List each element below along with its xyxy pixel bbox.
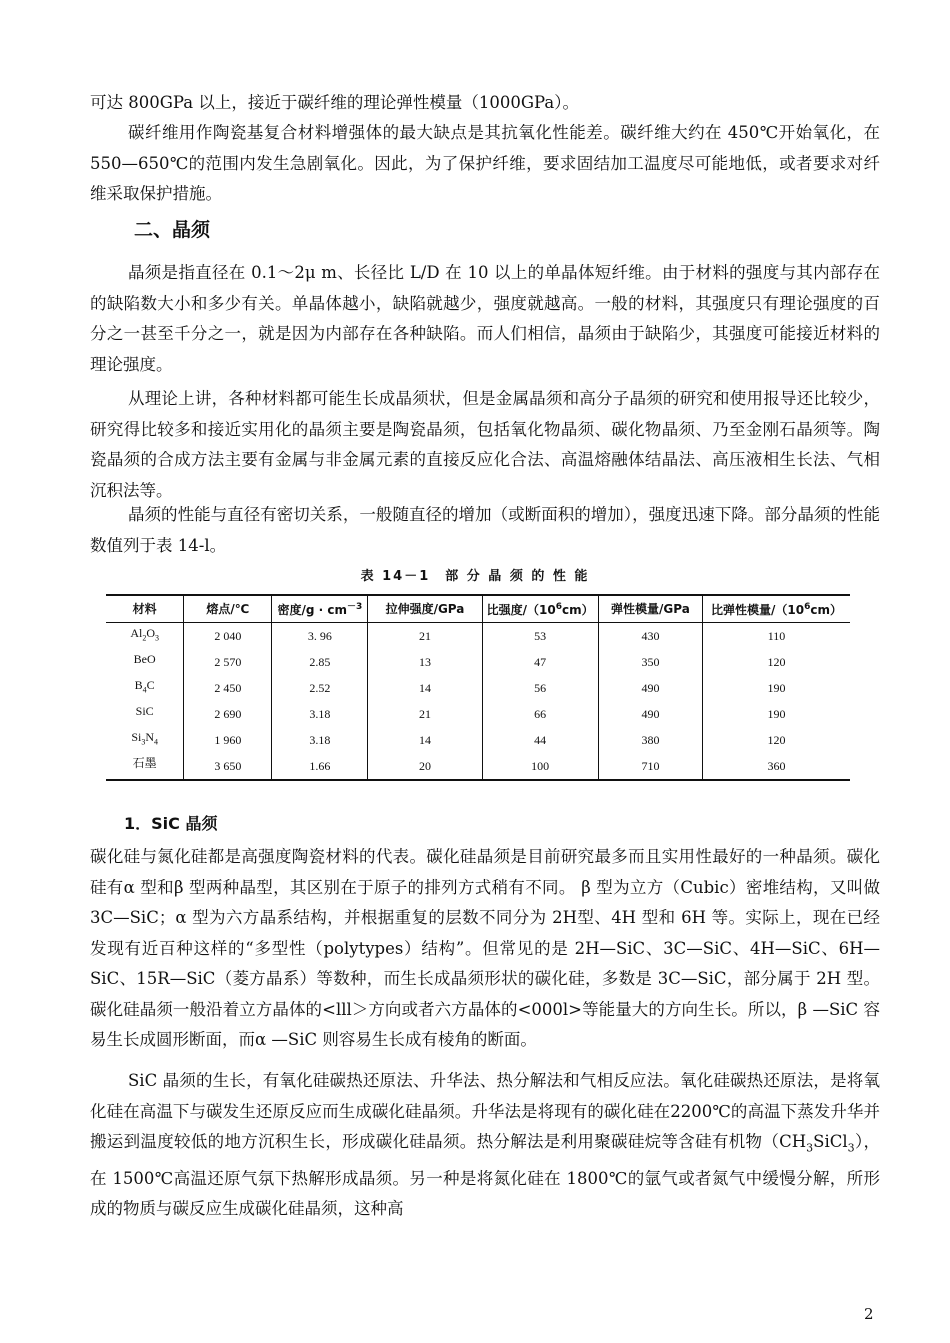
table-header-row	[106, 595, 850, 623]
paragraph-sic-structure: 碳化硅与氮化硅都是高强度陶瓷材料的代表。碳化硅晶须是目前研究最多而且实用性最好的一种晶须。碳化硅有α 型和β 型两种晶型，其区别在于原子的排列方式稍有不同。 β 型为立方（Cubic）密堆结构，又叫做 3C—SiC；α 型为六方晶系结构，并根据重复的层数不同分为 2H型、4H 型和 6H 等。实际上，现在已经发现有近百种这样的“多型性（polytypes）结构”。但常见的是 2H—SiC、3C—SiC、4H—SiC、6H—SiC、15R—SiC（菱方晶系）等数种，而生长成晶须形状的碳化硅，多数是 3C—SiC，部分属于 2H 型。碳化硅晶须一般沿着立方晶体的<lll＞方向或者六方晶体的<000l>等能量大的方向生长。所以，β —SiC 容易生长成圆形断面，而α —SiC 则容易生长成有棱角的断面。	[90, 847, 880, 1049]
col-header-specific-strength: 比强度$/(10^6cm)$	[482, 595, 598, 623]
cell-specific-modulus: 360	[703, 753, 850, 780]
cell-material: $B_4C$	[134, 677, 155, 695]
paragraph-whisker-properties: 晶须的性能与直径有密切关系，一般随直径的增加（或断面积的增加），强度迅速下降。部分晶须的性能数值列于表 14-l。	[90, 505, 880, 555]
cell-material: $Al_2O_3$	[130, 626, 159, 643]
cell-specific-modulus: 120	[703, 649, 850, 675]
cell-specific-strength: 66	[482, 701, 598, 727]
paragraph-whisker-types: 从理论上讲，各种材料都可能生长成晶须状，但是金属晶须和高分子晶须的研究和使用报导还比较少，研究得比较多和接近实用化的晶须主要是陶瓷晶须，包括氧化物晶须、碳化物晶须、乃至金刚石晶须等。陶瓷晶须的合成方法主要有金属与非金属元素的直接反应化合法、高温熔融体结晶法、高压液相生长法、气相沉积法等。	[90, 389, 880, 500]
cell-melting-point: 1 960	[184, 727, 272, 753]
cell-tensile-strength: 21	[368, 701, 482, 727]
paragraph-sic-growth-methods: SiC 晶须的生长，有氧化硅碳热还原法、升华法、热分解法和气相反应法。氧化硅碳热还原法，是将氧化硅在高温下与碳发生还原反应而生成碳化硅晶须。升华法是将现有的碳化硅在2200℃的高温下蒸发升华并搬运到温度较低的地方沉积生长，形成碳化硅晶须。热分解法是利用聚碳硅烷等含硅有机物$(CH_3SiCl_3)$，在 1500℃高温还原气氛下热解形成晶须。另一种是将氮化硅在 1800℃的氩气或者氮气中缓慢分解，所形成的物质与碳反应生成碳化硅晶须，这种高	[90, 1071, 881, 1219]
table-caption: 表 14－1 部 分 晶 须 的 性 能	[360, 569, 590, 584]
cell-density: 3.18	[272, 701, 368, 727]
section-heading-whiskers: 二、晶须	[134, 219, 211, 241]
table-row	[106, 649, 850, 675]
cell-specific-modulus: 190	[703, 701, 850, 727]
cell-material: $Si_3N_4$	[131, 729, 159, 747]
cell-elastic-modulus: 490	[598, 701, 702, 727]
cell-specific-modulus: 190	[703, 675, 850, 701]
cell-density: 1.66	[272, 753, 368, 780]
table-row	[106, 727, 850, 753]
col-header-specific-modulus: 比弹性模量$/(10^6cm)$	[703, 595, 850, 623]
col-header-melting-point: 熔点/℃	[184, 595, 272, 623]
cell-melting-point: 3 650	[184, 753, 272, 780]
subsection-heading-sic-whiskers: 1．SiC 晶须	[124, 814, 218, 833]
cell-specific-modulus: 120	[703, 727, 850, 753]
cell-melting-point: 2 040	[184, 623, 272, 649]
cell-specific-strength: 44	[482, 727, 598, 753]
cell-elastic-modulus: 430	[598, 623, 702, 649]
cell-specific-strength: 53	[482, 623, 598, 649]
cell-melting-point: 2 690	[184, 701, 272, 727]
cell-tensile-strength: 20	[368, 753, 482, 780]
cell-material: 石墨	[106, 753, 184, 780]
cell-specific-modulus: 110	[703, 623, 850, 649]
paragraph-carbon-fiber-oxidation: 碳纤维用作陶瓷基复合材料增强体的最大缺点是其抗氧化性能差。碳纤维大约在 450℃开始氧化，在 550—650℃的范围内发生急剧氧化。因此，为了保护纤维，要求固结加工温度尽可能地低，或者要求对纤维采取保护措施。	[90, 123, 880, 203]
cell-melting-point: 2 450	[184, 675, 272, 701]
cell-specific-strength: 47	[482, 649, 598, 675]
cell-tensile-strength: 14	[368, 675, 482, 701]
cell-specific-strength: 56	[482, 675, 598, 701]
cell-density: 3.18	[272, 727, 368, 753]
cell-density: 2.52	[272, 675, 368, 701]
paragraph-whisker-definition: 晶须是指直径在 0.1～2μ m、长径比 L/D 在 10 以上的单晶体短纤维。由于材料的强度与其内部存在的缺陷数大小和多少有关。单晶体越小，缺陷就越少，强度就越高。一般的材料，其强度只有理论强度的百分之一甚至千分之一，就是因为内部存在各种缺陷。而人们相信，晶须由于缺陷少，其强度可能接近材料的理论强度。	[90, 263, 880, 374]
cell-tensile-strength: 21	[368, 623, 482, 649]
cell-tensile-strength: 13	[368, 649, 482, 675]
cell-elastic-modulus: 380	[598, 727, 702, 753]
table-row	[106, 675, 850, 701]
cell-density: 2.85	[272, 649, 368, 675]
table-row	[106, 623, 850, 649]
cell-material: SiC	[135, 703, 154, 718]
cell-material: BeO	[133, 651, 156, 666]
paragraph-carbon-fiber-modulus: 可达 800GPa 以上，接近于碳纤维的理论弹性模量（1000GPa）。	[90, 93, 579, 112]
table-row	[106, 701, 850, 727]
col-header-elastic-modulus: 弹性模量/GPa	[598, 595, 702, 623]
cell-specific-strength: 100	[482, 753, 598, 780]
col-header-material: 材料	[106, 595, 184, 623]
cell-tensile-strength: 14	[368, 727, 482, 753]
cell-melting-point: 2 570	[184, 649, 272, 675]
cell-elastic-modulus: 710	[598, 753, 702, 780]
table-row	[106, 753, 850, 780]
whisker-properties-table	[106, 594, 850, 781]
col-header-tensile-strength: 拉伸强度/GPa	[368, 595, 482, 623]
cell-elastic-modulus: 350	[598, 649, 702, 675]
col-header-density: 密度$/g \cdot cm^{-3}$	[272, 595, 368, 623]
cell-density: 3. 96	[272, 623, 368, 649]
cell-elastic-modulus: 490	[598, 675, 702, 701]
page-number: 2	[864, 1305, 874, 1323]
